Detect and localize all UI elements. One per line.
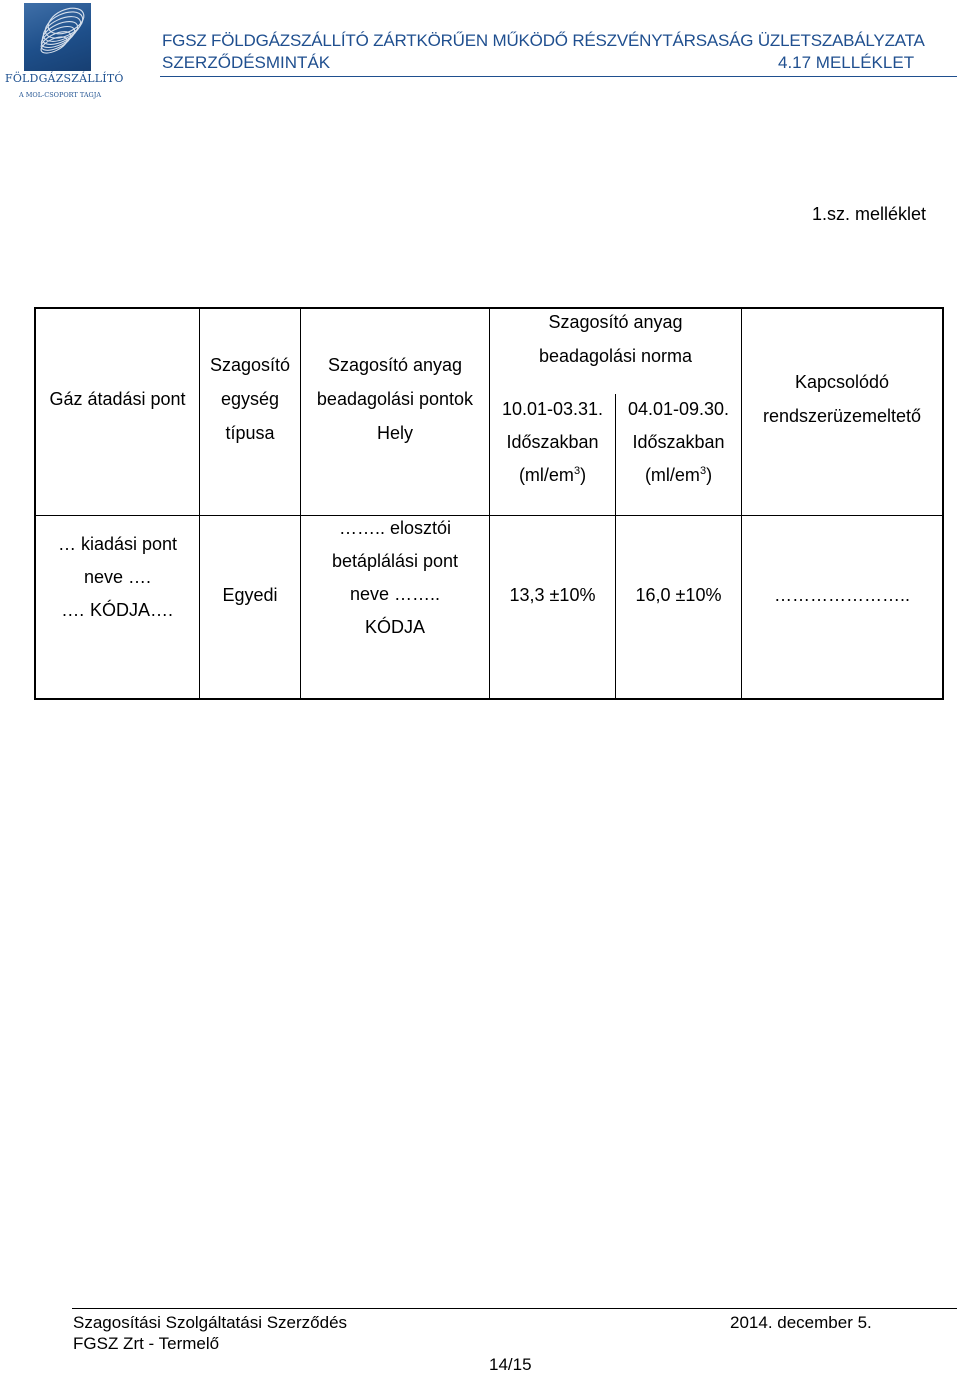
header-period-summer-label: Időszakban xyxy=(632,432,725,452)
header-system-operator-line: rendszerüzemeltető xyxy=(762,406,922,426)
odorization-table xyxy=(34,307,944,700)
footer-divider xyxy=(72,1308,957,1309)
header-unit-type-line: típusa xyxy=(225,423,275,443)
unit-exponent: 3 xyxy=(699,465,707,477)
header-period-winter-dates: 10.01-03.31. xyxy=(501,399,604,419)
header-unit-type-line: Szagosító xyxy=(209,355,291,375)
header-dosing-points-line: beadagolási pontok xyxy=(316,389,474,409)
header-system-operator xyxy=(742,365,942,433)
row-unit-type: Egyedi xyxy=(222,585,278,605)
annex-reference: 4.17 MELLÉKLET xyxy=(778,53,915,72)
header-dosing-points-line: Hely xyxy=(376,423,413,443)
header-period-winter-label: Időszakban xyxy=(506,432,599,452)
annex-label: 1.sz. melléklet xyxy=(812,204,927,224)
header-dosing-norm xyxy=(490,305,741,373)
logo-emblem-icon xyxy=(24,3,91,71)
logo-name: FÖLDGÁZSZÁLLÍTÓ xyxy=(5,72,124,85)
unit-close: ) xyxy=(706,465,713,485)
unit-close: ) xyxy=(580,465,587,485)
header-gas-transfer-point: Gáz átadási pont xyxy=(49,389,186,409)
header-dosing-points-line: Szagosító anyag xyxy=(327,355,463,375)
footer-contract-name: Szagosítási Szolgáltatási Szerződés xyxy=(73,1313,348,1332)
header-unit-type-line: egység xyxy=(220,389,280,409)
header-dosing-points xyxy=(301,348,489,450)
unit-text: (ml/em xyxy=(644,465,700,485)
company-logo xyxy=(5,3,124,101)
header-period-summer-unit xyxy=(616,459,741,492)
footer-parties: FGSZ Zrt - Termelő xyxy=(73,1334,220,1353)
page-number: 14/15 xyxy=(489,1355,532,1374)
row-point-line: neve …. xyxy=(83,567,152,587)
row-norm-summer: 16,0 ±10% xyxy=(635,585,722,605)
row-dosing-line: neve …….. xyxy=(349,584,441,604)
header-period-summer xyxy=(616,393,741,492)
header-period-winter-unit xyxy=(490,459,615,492)
row-gas-transfer-point xyxy=(36,528,199,627)
row-dosing-line: betáplálási pont xyxy=(331,551,459,571)
row-norm-winter: 13,3 ±10% xyxy=(509,585,596,605)
header-unit-type xyxy=(200,348,300,450)
header-period-summer-dates: 04.01-09.30. xyxy=(627,399,730,419)
row-divider xyxy=(36,515,942,516)
row-dosing-line: KÓDJA xyxy=(364,617,425,637)
document-section: SZERZŐDÉSMINTÁK xyxy=(162,53,331,72)
logo-subtitle: A MOL-CSOPORT TAGJA xyxy=(18,91,102,99)
document-title: FGSZ FÖLDGÁZSZÁLLÍTÓ ZÁRTKÖRŰEN MŰKÖDŐ RÉSZVÉNYTÁRSASÁG ÜZLETSZABÁLYZATA xyxy=(162,31,925,50)
row-dosing-line: …….. elosztói xyxy=(338,518,452,538)
header-dosing-norm-line: beadagolási norma xyxy=(538,346,693,366)
unit-exponent: 3 xyxy=(573,465,581,477)
header-divider xyxy=(160,76,957,77)
row-dosing-point xyxy=(301,512,489,644)
header-system-operator-line: Kapcsolódó xyxy=(794,372,890,392)
footer-date: 2014. december 5. xyxy=(730,1313,872,1332)
unit-text: (ml/em xyxy=(518,465,574,485)
row-system-operator: ………………….. xyxy=(773,585,910,605)
row-point-line: .… KÓDJA…. xyxy=(61,600,173,620)
row-point-line: … kiadási pont xyxy=(57,534,178,554)
header-dosing-norm-line: Szagosító anyag xyxy=(548,312,683,332)
header-period-winter xyxy=(490,393,615,492)
